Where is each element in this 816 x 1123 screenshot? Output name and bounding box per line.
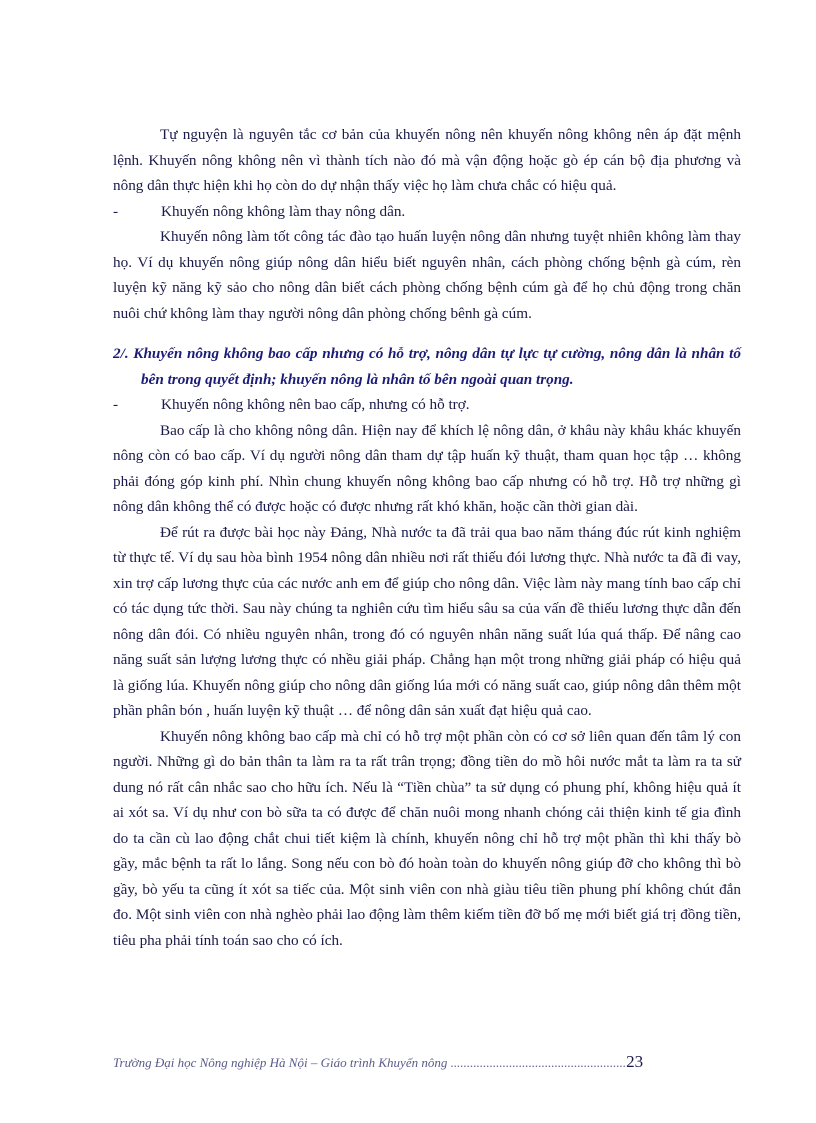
page-body <box>113 122 741 953</box>
paragraph-3: Bao cấp là cho không nông dân. Hiện nay để khích lệ nông dân, ở khâu này khâu khác khuyến nông còn có bao cấp. Ví dụ người nông dân tham dự tập huấn kỹ thuật, tham quan học tập … không phải đóng góp kinh phí. Nhìn chung khuyến nông không bao cấp nhưng có hỗ trợ. Hỗ trợ những gì nông dân không thể có được hoặc có được nhưng rất khó khăn, hoặc cần thời gian dài. <box>113 421 741 515</box>
bullet-item-2 <box>113 392 741 418</box>
paragraph-1: Tự nguyện là nguyên tắc cơ bản của khuyến nông nên khuyến nông không nên áp đặt mệnh lệnh. Khuyến nông không nên vì thành tích nào đó mà vận động hoặc gò ép cán bộ địa phương và nông dân thực hiện khi họ còn do dự nhận thấy việc họ làm chưa chắc có hiệu quả. <box>113 126 741 194</box>
bullet-marker: - <box>113 202 119 220</box>
page-footer <box>113 1052 713 1072</box>
bullet-item-1 <box>113 199 741 225</box>
paragraph-5: Khuyến nông không bao cấp mà chỉ có hỗ trợ một phần còn có cơ sở liên quan đến tâm lý con người. Những gì do bản thân ta làm ra ta rất trân trọng; đồng tiền do mồ hôi nước mắt ta làm ra ta sử dung nó rất cân nhắc sao cho hữu ích. Nếu là “Tiền chùa” ta sử dụng có phung phí, không hiệu quả ít ai xót sa. Ví dụ như con bò sữa ta có được để chăn nuôi mong nhanh chóng cải thiện kinh tế gia đình do ta cần cù lao động chắt chui tiết kiệm là chính, khuyến nông chỉ hỗ trợ một phần thì khi thấy bò gầy, mắc bệnh ta rất lo lắng. Song nếu con bò đó hoàn toàn do khuyến nông giúp đỡ cho không thì bò gầy, bò yếu ta cũng ít xót sa tiếc của. Một sinh viên con nhà giàu tiêu tiền phung phí không chút đắn đo. Một sinh viên con nhà nghèo phải lao động làm thêm kiếm tiền đỡ bố mẹ mới biết giá trị đồng tiền, tiêu pha phải tính toán sao cho có ích. <box>113 727 741 949</box>
paragraph-2: Khuyến nông làm tốt công tác đào tạo huấn luyện nông dân nhưng tuyệt nhiên không làm thay họ. Ví dụ khuyến nông giúp nông dân hiểu biết nguyên nhân, cách phòng chống bệnh gà cúm, rèn luyện kỹ năng kỹ sảo cho nông dân biết cách phòng chống bệnh cúm gà để họ chủ động trong chăn nuôi chứ không làm thay người nông dân phòng chống bênh gà cúm. <box>113 228 741 322</box>
footer-text: Trường Đại học Nông nghiệp Hà Nội – Giáo trình Khuyến nông ...................................................... <box>113 1055 627 1070</box>
bullet-marker: - <box>113 396 119 413</box>
bullet-text: Khuyến nông không làm thay nông dân. <box>161 202 406 220</box>
paragraph-4: Để rút ra được bài học này Đảng, Nhà nước ta đã trải qua bao năm tháng đúc rút kinh nghiệm từ thực tế. Ví dụ sau hòa bình 1954 nông dân nhiều nơi rất thiếu đói lương thực. Nhà nước ta đã đi vay, xin trợ cấp lương thực của các nước anh em để giúp cho nông dân. Việc làm này mang tính bao cấp chỉ có tác dụng tức thời. Sau này chúng ta nghiên cứu tìm hiểu sâu sa của vấn đề thiếu lương thực dẫn đến nông dân đói. Có nhiều nguyên nhân, trong đó có nguyên nhân năng suất lúa quá thấp. Để nâng cao năng suất sản lượng lương thực có nhều giải pháp. Chẳng hạn một trong những giải pháp có hiệu quả là giống lúa. Khuyến nông giúp cho nông dân giống lúa mới có năng suất cao, giúp nông dân thêm một phần phân bón , huấn luyện kỹ thuật … để nông dân sản xuất đạt hiệu quả cao. <box>113 523 741 719</box>
bullet-text: Khuyến nông không nên bao cấp, nhưng có hỗ trợ. <box>161 396 470 413</box>
section-heading: 2/. Khuyến nông không bao cấp nhưng có hỗ trợ, nông dân tự lực tự cường, nông dân là nhân tố bên trong quyết định; khuyến nông là nhân tố bên ngoài quan trọng. <box>113 345 741 388</box>
page-number: 23 <box>626 1052 644 1071</box>
